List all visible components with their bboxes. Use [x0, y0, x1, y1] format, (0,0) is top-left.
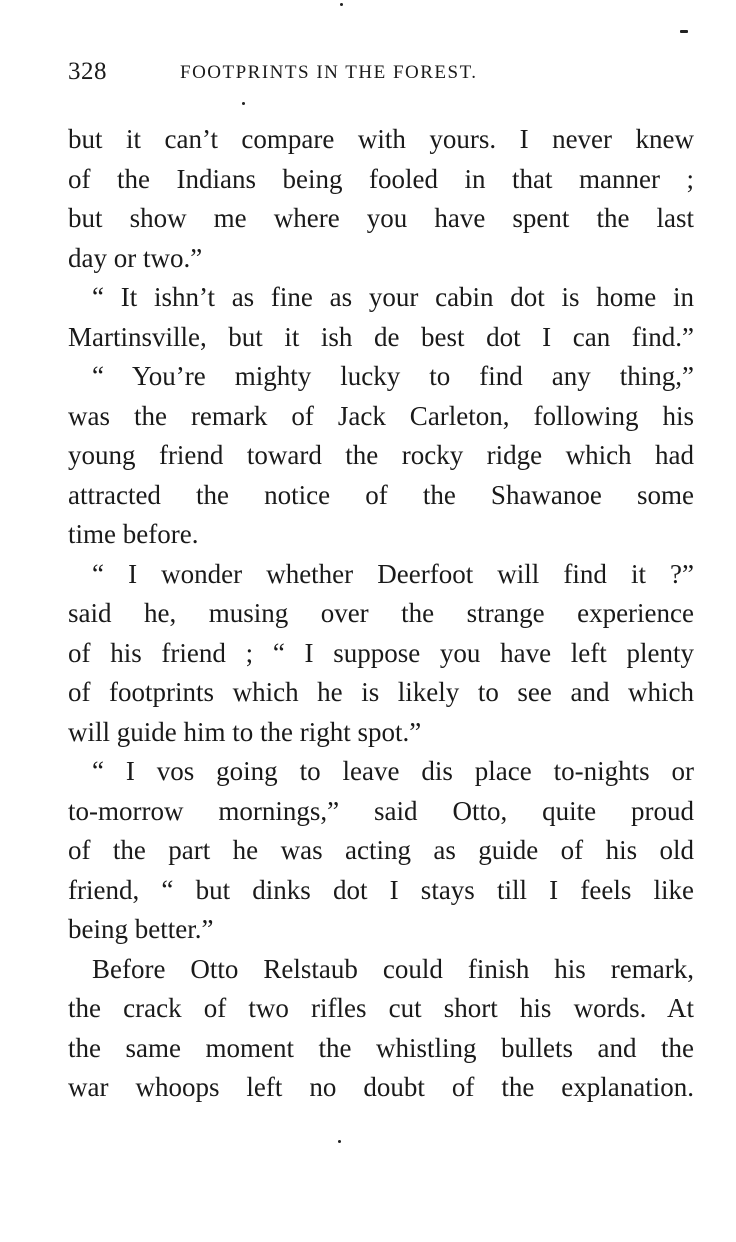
text-line: time before.	[68, 519, 199, 549]
text-line: was the remark of Jack Carleton, following his	[68, 400, 694, 431]
text-line: war whoops left no doubt of the explanation.	[68, 1072, 694, 1102]
ink-speck	[242, 102, 245, 105]
text-line: but show me where you have spent the last	[68, 203, 694, 233]
body-text	[68, 120, 694, 1108]
text-line: “ It ishn’t as fine as your cabin dot is home in	[92, 282, 694, 312]
text-line: Martinsville, but it ish de best dot I can find.”	[68, 321, 694, 352]
ink-speck	[680, 30, 688, 33]
text-line: of the Indians being fooled in that manner ;	[68, 163, 694, 194]
text-line: “ You’re mighty lucky to find any thing,”	[92, 361, 694, 391]
text-line: attracted the notice of the Shawanoe some	[68, 479, 694, 510]
ink-speck	[338, 1140, 341, 1143]
text-line: of his friend ; “ I suppose you have left plenty	[68, 637, 694, 668]
text-line: the same moment the whistling bullets and the	[68, 1032, 694, 1063]
text-line: the crack of two rifles cut short his words. At	[68, 993, 694, 1023]
text-line: Before Otto Relstaub could finish his remark,	[92, 953, 694, 984]
text-line: young friend toward the rocky ridge which had	[68, 440, 694, 470]
text-line: will guide him to the right spot.”	[68, 716, 422, 747]
text-line: being better.”	[68, 914, 214, 944]
text-line: said he, musing over the strange experience	[68, 598, 694, 628]
text-line: friend, “ but dinks dot I stays till I feels like	[68, 874, 694, 905]
text-line: of the part he was acting as guide of his old	[68, 835, 694, 865]
ink-speck	[340, 3, 343, 6]
text-line: of footprints which he is likely to see and which	[68, 677, 694, 707]
text-line: but it can’t compare with yours. I never knew	[68, 124, 694, 154]
text-line: day or two.”	[68, 242, 203, 273]
running-head: FOOTPRINTS IN THE FOREST.	[180, 62, 478, 83]
page-number: 328	[68, 58, 107, 85]
page-header	[68, 58, 698, 94]
text-line: “ I vos going to leave dis place to-nights or	[92, 756, 694, 786]
text-line: “ I wonder whether Deerfoot will find it ?”	[92, 558, 694, 589]
text-line: to-morrow mornings,” said Otto, quite proud	[68, 795, 694, 826]
